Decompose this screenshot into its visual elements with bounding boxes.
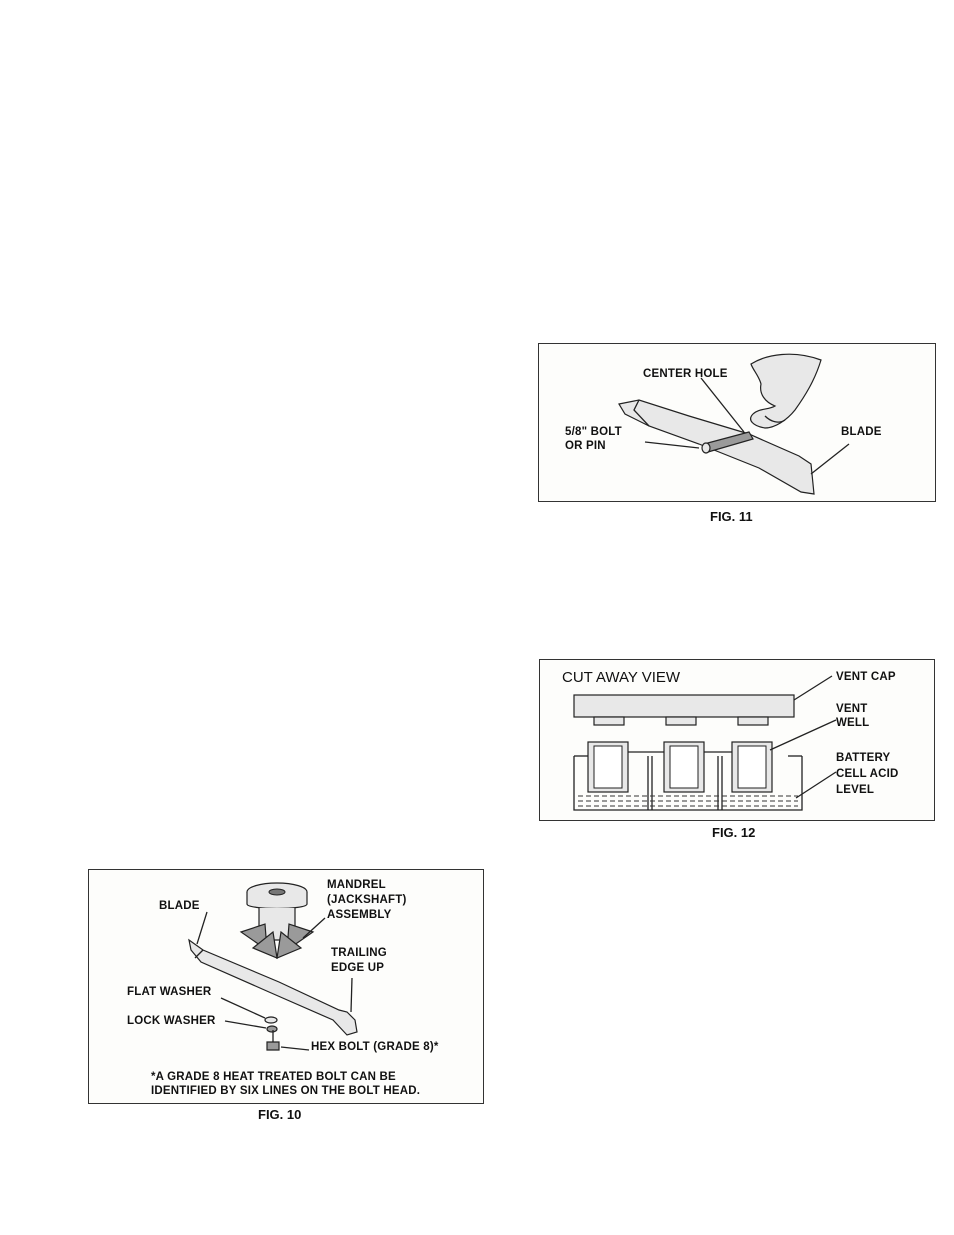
cutaway-title: CUT AWAY VIEW [562,669,681,686]
fig12-caption: FIG. 12 [712,825,756,840]
lock-washer-label: LOCK WASHER [127,1015,216,1027]
fig11-blade-illustration [539,344,937,503]
bolt-pin-label [565,425,622,453]
fig10-caption: FIG. 10 [258,1107,302,1122]
blade-label-fig10: BLADE [159,900,200,912]
vent-well-2 [664,742,704,792]
vent-well-label-line2: WELL [836,717,870,729]
vent-well-label [836,702,869,730]
center-hole-label: CENTER HOLE [643,368,728,380]
hex-bolt-shape [267,1042,279,1050]
acid-level-label-line2: CELL ACID [836,768,899,780]
grade8-note-line1: *A GRADE 8 HEAT TREATED BOLT CAN BE [151,1071,396,1083]
mandrel-label-line3: ASSEMBLY [327,909,392,921]
vent-cap-label: VENT CAP [836,671,896,683]
hand-shape [751,354,821,428]
trailing-edge-label-line2: EDGE UP [331,962,385,974]
acid-level-label-line1: BATTERY [836,752,891,764]
fig11-caption: FIG. 11 [710,509,753,524]
mandrel-label-line1: MANDREL [327,879,386,891]
fig10-panel [88,869,484,1104]
flat-washer-label: FLAT WASHER [127,986,212,998]
fig11-panel [538,343,936,502]
trailing-edge-label-line1: TRAILING [331,947,387,959]
flat-washer-shape [265,1017,277,1023]
acid-level [578,796,798,806]
lock-washer-shape [267,1026,277,1032]
mandrel-label-line2: (JACKSHAFT) [327,894,407,906]
vent-cap-shape [574,695,794,717]
acid-level-label-line3: LEVEL [836,784,875,796]
vent-well-1 [588,742,628,792]
blade-label-fig11: BLADE [841,426,882,438]
acid-level-label [836,750,899,798]
hex-bolt-label: HEX BOLT (GRADE 8)* [311,1041,439,1053]
mandrel-assembly [241,883,313,958]
bolt-pin-label-line1: 5/8" BOLT [565,426,622,438]
trailing-edge-label [331,946,387,976]
vent-well-3 [732,742,772,792]
grade8-note-line2: IDENTIFIED BY SIX LINES ON THE BOLT HEAD. [151,1085,421,1097]
mandrel-label [327,878,407,923]
fig12-panel [539,659,935,821]
bolt-pin-label-line2: OR PIN [565,440,606,452]
grade8-note [151,1070,420,1098]
vent-well-label-line1: VENT [836,703,868,715]
